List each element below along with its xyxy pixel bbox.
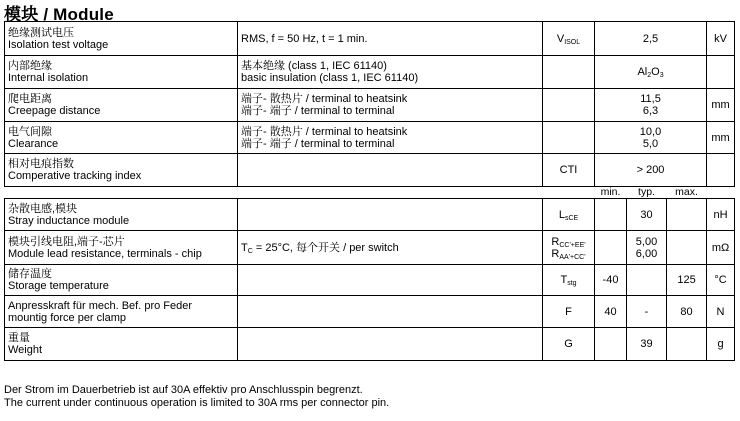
param-cell bbox=[5, 122, 238, 154]
condition-line: 端子- 端子 / terminal to terminal bbox=[241, 105, 395, 117]
unit-cell: mm bbox=[707, 89, 735, 122]
symbol: T bbox=[560, 274, 568, 286]
min-cell: 40 bbox=[595, 296, 627, 328]
param-name-en: Storage temperature bbox=[8, 280, 109, 292]
condition-cell bbox=[238, 199, 543, 231]
symbol-subscript: sCE bbox=[564, 214, 579, 222]
typ-cell bbox=[627, 231, 667, 265]
symbol-cell bbox=[543, 154, 595, 187]
max-cell: 125 bbox=[667, 265, 707, 296]
value: $Al_2O_3$ bbox=[637, 66, 664, 79]
symbol: R bbox=[551, 247, 560, 260]
param-name-en: Comperative tracking index bbox=[8, 170, 142, 182]
unit-cell: °C bbox=[707, 265, 735, 296]
param-cell bbox=[5, 199, 238, 231]
column-header-row bbox=[5, 187, 735, 199]
symbol-cell bbox=[543, 265, 595, 296]
param-name-en: mountig force per clamp bbox=[8, 311, 126, 324]
table-row bbox=[5, 56, 735, 89]
min-cell bbox=[595, 328, 627, 361]
param-cell bbox=[5, 296, 238, 328]
max-cell bbox=[667, 231, 707, 265]
column-header-typ: typ. bbox=[638, 186, 655, 198]
param-cell bbox=[5, 328, 238, 361]
param-name-en: Isolation test voltage bbox=[8, 38, 109, 51]
param-name-cn: 杂散电感,模块 bbox=[8, 202, 78, 215]
symbol: F bbox=[565, 305, 572, 318]
unit-cell: g bbox=[707, 328, 735, 361]
param-name-en: Stray inductance module bbox=[8, 214, 130, 227]
max-cell bbox=[667, 199, 707, 231]
max-cell bbox=[667, 328, 707, 361]
value: 10,0 bbox=[639, 125, 662, 138]
symbol-subscript: CC'+EE' bbox=[559, 241, 586, 249]
param-name-en: Creepage distance bbox=[8, 105, 101, 117]
value: > 200 bbox=[636, 164, 665, 176]
table-row bbox=[5, 154, 735, 187]
column-header-max: max. bbox=[675, 186, 698, 198]
condition-cell bbox=[238, 89, 543, 122]
footnote-de: Der Strom im Dauerbetrieb ist auf 30A effektiv pro Anschlusspin begrenzt. bbox=[4, 384, 363, 396]
value: 5,0 bbox=[642, 137, 659, 150]
value-cell bbox=[595, 89, 707, 122]
symbol: CTI bbox=[559, 164, 578, 176]
symbol-subscript: ISOL bbox=[564, 38, 581, 46]
condition-cell bbox=[238, 296, 543, 328]
param-cell bbox=[5, 154, 238, 187]
param-name-cn: 绝缘测试电压 bbox=[8, 26, 74, 39]
param-name-cn: 相对电痕指数 bbox=[8, 158, 74, 170]
value: 11,5 bbox=[640, 93, 661, 105]
table-row bbox=[5, 231, 735, 265]
condition-line: 端子- 散热片 / terminal to heatsink bbox=[241, 93, 408, 105]
condition-subscript: C bbox=[247, 247, 253, 255]
typ-value: 6,00 bbox=[635, 247, 658, 260]
param-cell bbox=[5, 265, 238, 296]
symbol-subscript: stg bbox=[567, 280, 577, 287]
param-cell bbox=[5, 22, 238, 56]
min-cell bbox=[595, 199, 627, 231]
value: 2,5 bbox=[642, 32, 659, 45]
unit-cell: mΩ bbox=[707, 231, 735, 265]
symbol-cell bbox=[543, 231, 595, 265]
condition-cell bbox=[238, 56, 543, 89]
unit-cell bbox=[707, 154, 735, 187]
footnote-en: The current under continuous operation is limited to 30A rms per connector pin. bbox=[4, 397, 390, 409]
symbol-cell bbox=[543, 199, 595, 231]
value-cell bbox=[595, 56, 707, 89]
condition-cell bbox=[238, 265, 543, 296]
condition-symbol: T bbox=[241, 241, 248, 254]
table-row bbox=[5, 122, 735, 154]
param-name-en: Module lead resistance, terminals - chip bbox=[8, 247, 202, 260]
condition-cell bbox=[238, 122, 543, 154]
table-row bbox=[5, 296, 735, 328]
param-name-cn: 内部绝缘 bbox=[8, 60, 52, 72]
condition-line: RMS, f = 50 Hz, t = 1 min. bbox=[241, 32, 368, 45]
param-name-cn: Anpresskraft für mech. Bef. pro Feder bbox=[8, 299, 193, 312]
param-name-en: Weight bbox=[8, 344, 43, 356]
typ-cell: - bbox=[627, 296, 667, 328]
table-row bbox=[5, 89, 735, 122]
section-title: 模块 / Module bbox=[4, 5, 114, 24]
symbol: V bbox=[556, 32, 565, 45]
table-row bbox=[5, 22, 735, 56]
condition-cell bbox=[238, 231, 543, 265]
param-name-cn: 重量 bbox=[8, 332, 30, 344]
symbol-cell bbox=[543, 22, 595, 56]
unit-cell: N bbox=[707, 296, 735, 328]
min-cell bbox=[595, 231, 627, 265]
condition-line: basic insulation (class 1, IEC 61140) bbox=[241, 72, 419, 84]
module-spec-table bbox=[4, 21, 735, 361]
symbol-line bbox=[546, 236, 591, 248]
symbol-cell bbox=[543, 328, 595, 361]
value: 6,3 bbox=[642, 105, 659, 117]
unit-cell bbox=[707, 56, 735, 89]
param-cell bbox=[5, 231, 238, 265]
symbol: R bbox=[551, 235, 560, 248]
table-row bbox=[5, 265, 735, 296]
value-cell bbox=[595, 22, 707, 56]
value-cell bbox=[595, 154, 707, 187]
condition-cell bbox=[238, 328, 543, 361]
condition-line: 端子- 端子 / terminal to terminal bbox=[241, 137, 395, 150]
typ-value: 5,00 bbox=[635, 235, 658, 248]
column-header-min: min. bbox=[600, 186, 621, 198]
footnote bbox=[4, 384, 389, 410]
typ-cell: 39 bbox=[627, 328, 667, 361]
condition-line: 端子- 散热片 / terminal to heatsink bbox=[241, 125, 408, 138]
param-name-cn: 储存温度 bbox=[8, 268, 52, 280]
symbol: L bbox=[558, 208, 565, 221]
symbol-line bbox=[546, 248, 591, 260]
symbol-cell bbox=[543, 56, 595, 89]
param-name-en: Internal isolation bbox=[8, 72, 89, 84]
condition-text: = 25°C, 每个开关 / per switch bbox=[252, 241, 399, 254]
unit-cell: mm bbox=[707, 122, 735, 154]
value-cell bbox=[595, 122, 707, 154]
param-name-cn: 电气间隙 bbox=[8, 125, 52, 138]
param-cell bbox=[5, 89, 238, 122]
typ-cell bbox=[627, 265, 667, 296]
param-name-cn: 爬电距离 bbox=[8, 93, 52, 105]
param-cell bbox=[5, 56, 238, 89]
unit-cell: kV bbox=[707, 22, 735, 56]
condition-cell bbox=[238, 22, 543, 56]
symbol-cell bbox=[543, 89, 595, 122]
typ-cell: 30 bbox=[627, 199, 667, 231]
table-row bbox=[5, 199, 735, 231]
symbol-cell bbox=[543, 122, 595, 154]
symbol-subscript: AA'+CC' bbox=[559, 253, 586, 261]
param-name-en: Clearance bbox=[8, 137, 59, 150]
param-name-cn: 模块引线电阻,端子-芯片 bbox=[8, 235, 125, 248]
condition-cell bbox=[238, 154, 543, 187]
condition-line: 基本绝缘 (class 1, IEC 61140) bbox=[241, 60, 387, 72]
table-row bbox=[5, 328, 735, 361]
min-cell: -40 bbox=[595, 265, 627, 296]
symbol: G bbox=[564, 338, 573, 350]
unit-cell: nH bbox=[707, 199, 735, 231]
symbol-cell bbox=[543, 296, 595, 328]
max-cell: 80 bbox=[667, 296, 707, 328]
